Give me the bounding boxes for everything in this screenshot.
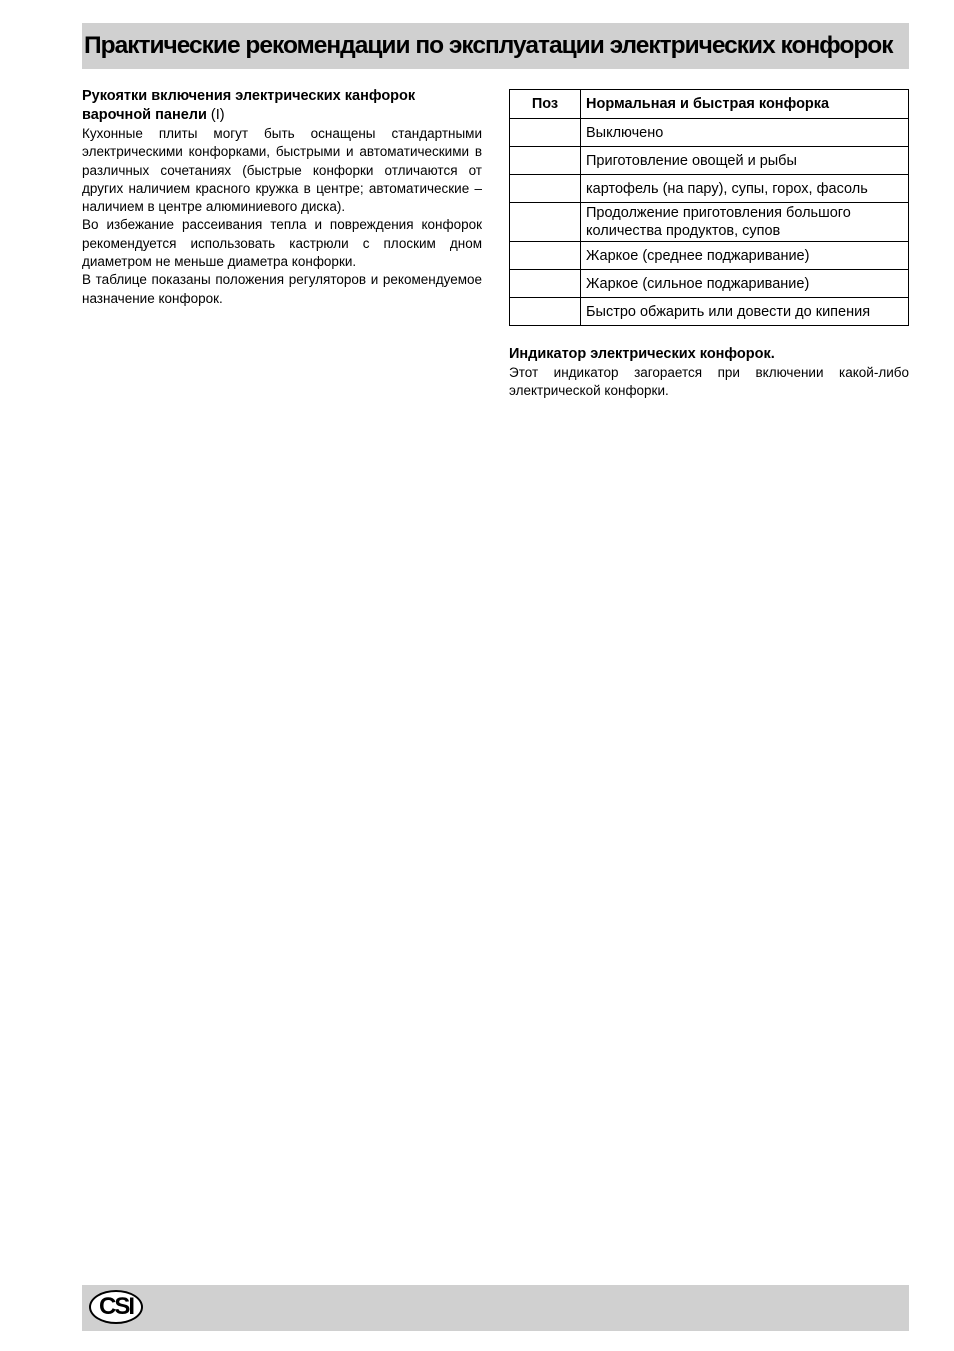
- language-badge: CSI: [89, 1290, 143, 1324]
- indicator-section: [509, 345, 909, 401]
- table-row: [510, 147, 909, 175]
- use-cell: Жаркое (среднее поджаривание): [581, 242, 909, 270]
- knobs-paragraph-2: Во избежание рассеивания тепла и повреждения конфорок рекомендуется использовать кастрюли с плоским дном диаметром не меньше диаметра конфорки.: [82, 217, 482, 270]
- knobs-heading-ref: (I): [210, 107, 225, 123]
- page-title: Практические рекомендации по эксплуатации электрических конфорок: [84, 32, 893, 59]
- table-row: [510, 119, 909, 147]
- table-row: [510, 203, 909, 242]
- knobs-heading-text: Рукоятки включения электрических канфорок варочной панели: [82, 88, 416, 123]
- indicator-heading: Индикатор электрических конфорок.: [509, 346, 775, 362]
- page-footer-bar: [82, 1285, 909, 1331]
- column-header-position: Поз: [510, 90, 581, 119]
- table-header-row: [510, 90, 909, 119]
- position-cell: [510, 147, 581, 175]
- position-cell: [510, 242, 581, 270]
- position-cell: [510, 203, 581, 242]
- table-row: [510, 175, 909, 203]
- use-cell: Выключено: [581, 119, 909, 147]
- use-cell: Жаркое (сильное поджаривание): [581, 270, 909, 298]
- use-cell: Приготовление овощей и рыбы: [581, 147, 909, 175]
- knobs-heading: [82, 87, 482, 125]
- table-row: [510, 242, 909, 270]
- table-row: [510, 270, 909, 298]
- knobs-paragraph-3: В таблице показаны положения регуляторов и рекомендуемое назначение конфорок.: [82, 272, 482, 306]
- table-row: [510, 298, 909, 326]
- indicator-text: Этот индикатор загорается при включении какой-либо электрической конфорки.: [509, 365, 909, 399]
- position-cell: [510, 175, 581, 203]
- position-cell: [510, 119, 581, 147]
- knobs-paragraph-1: Кухонные плиты могут быть оснащены стандартными электрическими конфорками, быстрыми и автоматическими в различных сочетаниях (быстрые конфорки отличаются от других наличием красного кружка в центре; автоматические – наличием в центре алюминиевого диска).: [82, 126, 482, 215]
- knobs-section: [82, 87, 482, 308]
- column-header-use: Нормальная и быстрая конфорка: [581, 90, 909, 119]
- position-cell: [510, 298, 581, 326]
- knob-positions-table: [509, 89, 909, 326]
- page-header-bar: [82, 23, 909, 69]
- position-cell: [510, 270, 581, 298]
- use-cell: картофель (на пару), супы, горох, фасоль: [581, 175, 909, 203]
- use-cell: Быстро обжарить или довести до кипения: [581, 298, 909, 326]
- use-cell: Продолжение приготовления большого количества продуктов, супов: [581, 203, 909, 242]
